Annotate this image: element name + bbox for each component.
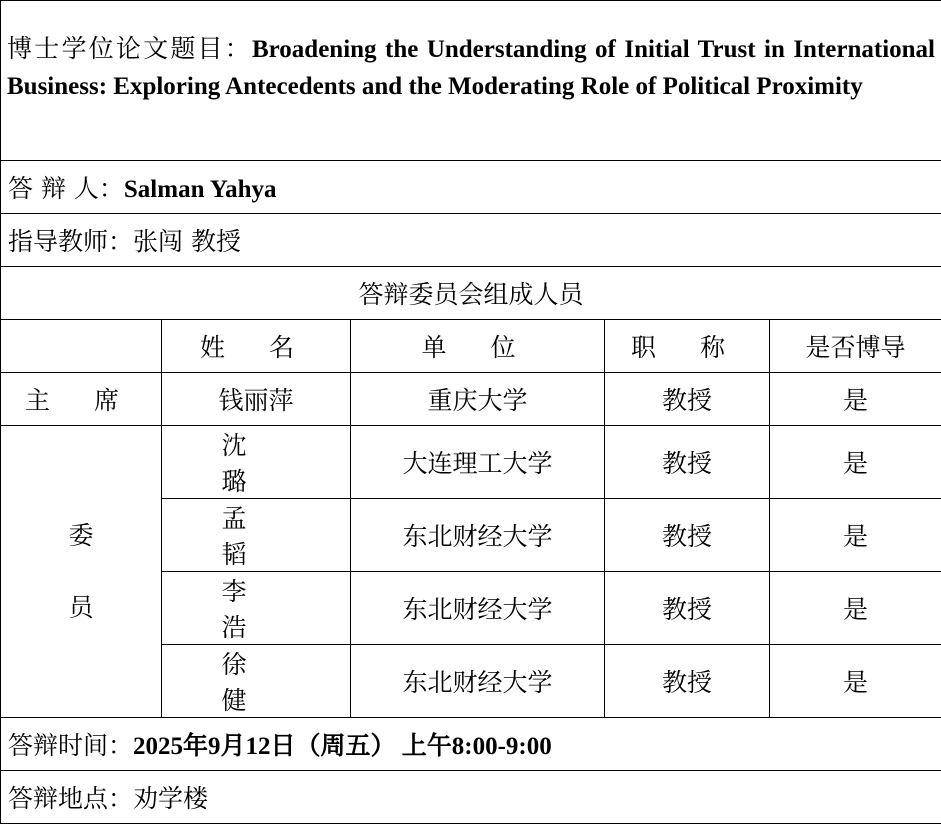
column-header-doctoral-supervisor: 是否博导 — [770, 320, 941, 373]
member-title: 教授 — [605, 572, 770, 645]
chair-name: 钱丽萍 — [162, 373, 351, 426]
column-header-row — [1, 320, 941, 373]
defense-location-value: 劝学楼 — [133, 784, 208, 813]
column-header-title: 职 称 — [605, 320, 770, 373]
member-title: 教授 — [605, 499, 770, 572]
thesis-title-label: 博士学位论文题目： — [7, 34, 252, 63]
member-title: 教授 — [605, 426, 770, 499]
supervisor-row — [1, 214, 941, 267]
defense-time-label: 答辩时间： — [8, 731, 133, 760]
member-name: 李 浩 — [162, 572, 351, 645]
member-title: 教授 — [605, 645, 770, 718]
defense-location-label: 答辩地点： — [8, 784, 133, 813]
column-header-name: 姓 名 — [162, 320, 351, 373]
chair-role-label: 主 席 — [1, 373, 162, 426]
chair-title: 教授 — [605, 373, 770, 426]
member-doctoral-supervisor: 是 — [770, 426, 941, 499]
member-doctoral-supervisor: 是 — [770, 645, 941, 718]
member-name: 孟 韬 — [162, 499, 351, 572]
member-unit: 东北财经大学 — [351, 499, 605, 572]
defense-location-row — [1, 771, 941, 824]
candidate-label: 答 辩 人： — [8, 174, 124, 203]
committee-header: 答辩委员会组成人员 — [1, 267, 941, 320]
member-doctoral-supervisor: 是 — [770, 499, 941, 572]
member-unit: 大连理工大学 — [351, 426, 605, 499]
members-role-label-line2: 员 — [1, 590, 161, 626]
member-doctoral-supervisor: 是 — [770, 572, 941, 645]
members-role-label-line1: 委 — [1, 518, 161, 554]
blank-header-cell — [1, 320, 162, 373]
member-name: 沈 璐 — [162, 426, 351, 499]
member-row — [1, 426, 941, 499]
supervisor-label: 指导教师： — [8, 227, 133, 256]
supervisor-name: 张闯 教授 — [133, 227, 241, 256]
candidate-name: Salman Yahya — [124, 176, 277, 203]
thesis-title-text: Broadening the Understanding of Initial Trust in International Business: Exploring Antecedents and the Moderating Role of Political Proximity — [7, 36, 935, 100]
member-name: 徐 健 — [162, 645, 351, 718]
chair-row — [1, 373, 941, 426]
candidate-row — [1, 161, 941, 214]
defense-time-value: 2025年9月12日（周五） 上午8:00-9:00 — [133, 733, 552, 760]
members-role-label — [1, 426, 162, 718]
member-unit: 东北财经大学 — [351, 645, 605, 718]
chair-doctoral-supervisor: 是 — [770, 373, 941, 426]
column-header-unit: 单 位 — [351, 320, 605, 373]
chair-unit: 重庆大学 — [351, 373, 605, 426]
thesis-title-cell — [1, 1, 941, 161]
defense-time-row — [1, 718, 941, 771]
member-unit: 东北财经大学 — [351, 572, 605, 645]
